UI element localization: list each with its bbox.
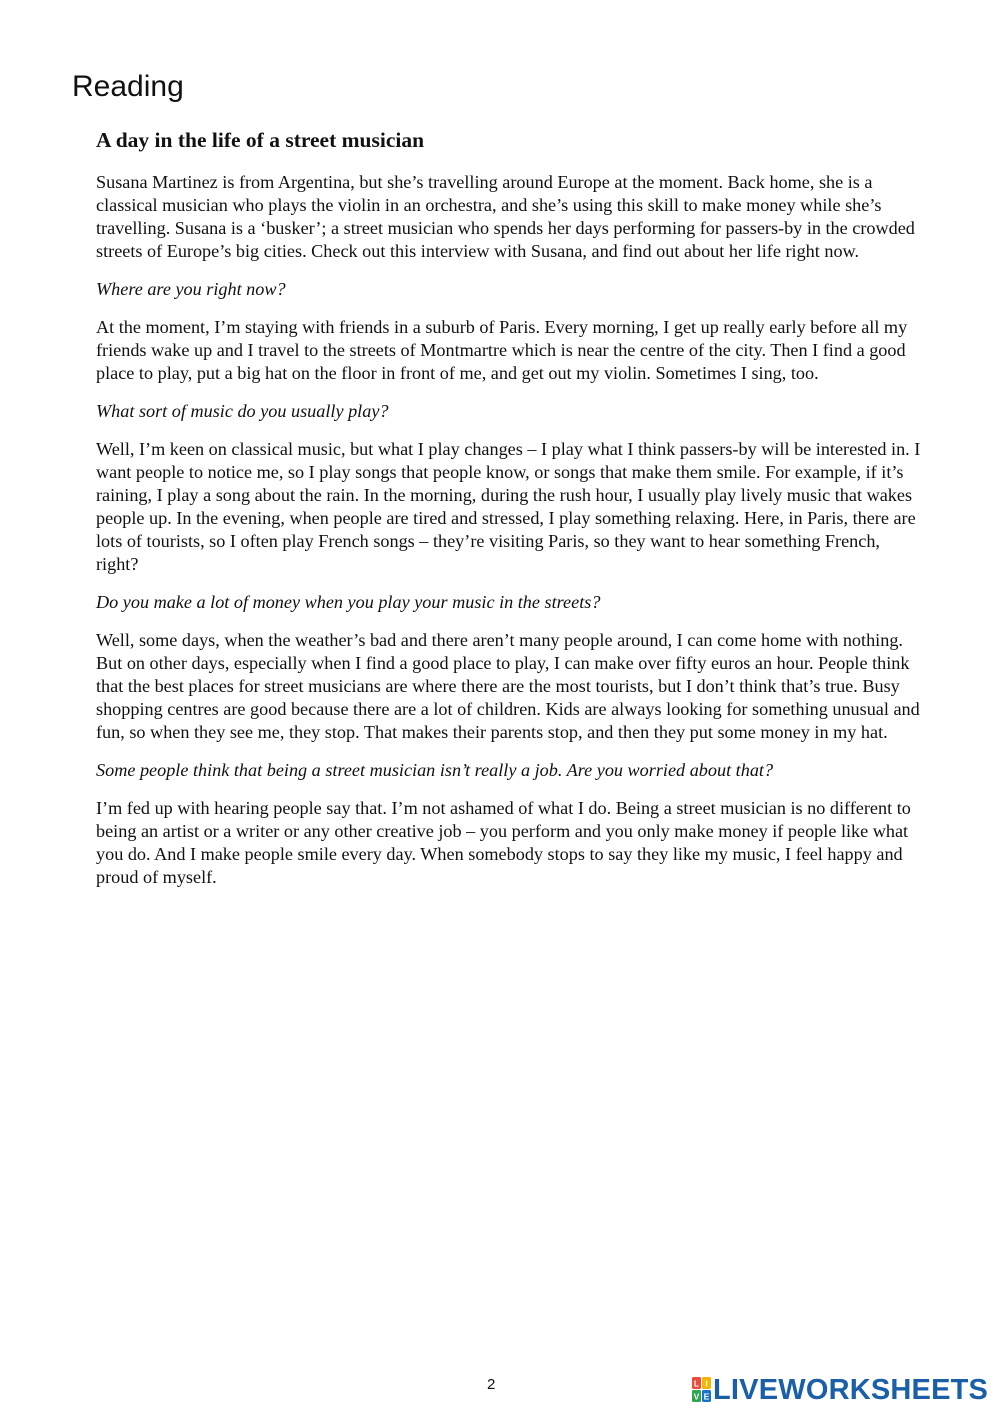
interview-question: Where are you right now? xyxy=(96,279,286,299)
page-number: 2 xyxy=(487,1376,496,1393)
interview-answer: I’m fed up with hearing people say that. I’m not ashamed of what I do. Being a street musician is no different to being an artist or a writer or any other creative job – you perform and you only make money if people like what you do. And I make people smile every day. When somebody stops to say they like my music, I feel happy and proud of myself. xyxy=(96,798,911,887)
interview-answer: Well, I’m keen on classical music, but what I play changes – I play what I think passers-by will be interested in. I want people to notice me, so I play songs that people know, or songs that make them smile. For example, if it’s raining, I play a song about the rain. In the morning, during the rush hour, I usually play lively music that wakes people up. In the evening, when people are tired and stressed, I play something relaxing. Here, in Paris, there are lots of tourists, so I often play French songs – they’re visiting Paris, so they want to hear something French, right? xyxy=(96,439,921,574)
interview-question: What sort of music do you usually play? xyxy=(96,401,389,421)
article-intro: Susana Martinez is from Argentina, but she’s travelling around Europe at the moment. Back home, she is a classical musician who plays the violin in an orchestra, and she’s using this skill to make money while she’s travelling. Susana is a ‘busker’; a street musician who spends her days performing for passers-by in the crowded streets of Europe’s big cities. Check out this interview with Susana, and find out about her life right now. xyxy=(96,172,915,261)
liveworksheets-logo-icon xyxy=(692,1377,712,1403)
svg-text:L: L xyxy=(693,1378,700,1389)
liveworksheets-brand xyxy=(692,1375,988,1405)
svg-text:E: E xyxy=(703,1391,710,1402)
interview-answer: At the moment, I’m staying with friends in a suburb of Paris. Every morning, I get up really early before all my friends wake up and I travel to the streets of Montmartre which is near the centre of the city. Then I find a good place to play, put a big hat on the floor in front of me, and get out my violin. Sometimes I sing, too. xyxy=(96,317,908,383)
svg-text:I: I xyxy=(705,1378,708,1389)
article xyxy=(96,126,926,904)
interview-answer: Well, some days, when the weather’s bad and there aren’t many people around, I can come home with nothing. But on other days, especially when I find a good place to play, I can make over fifty euros an hour. People think that the best places for street musicians are where there are the most tourists, but I don’t think that’s true. Busy shopping centres are good because there are a lot of children. Kids are always looking for something unusual and fun, so when they see me, they stop. That makes their parents stop, and then they put some money in my hat. xyxy=(96,630,920,742)
interview-question: Some people think that being a street musician isn’t really a job. Are you worried about that? xyxy=(96,760,774,780)
section-heading: Reading xyxy=(72,70,184,103)
article-title: A day in the life of a street musician xyxy=(96,128,425,152)
interview-question: Do you make a lot of money when you play your music in the streets? xyxy=(96,592,601,612)
svg-text:V: V xyxy=(693,1391,700,1402)
liveworksheets-wordmark: LIVEWORKSHEETS xyxy=(713,1374,989,1406)
